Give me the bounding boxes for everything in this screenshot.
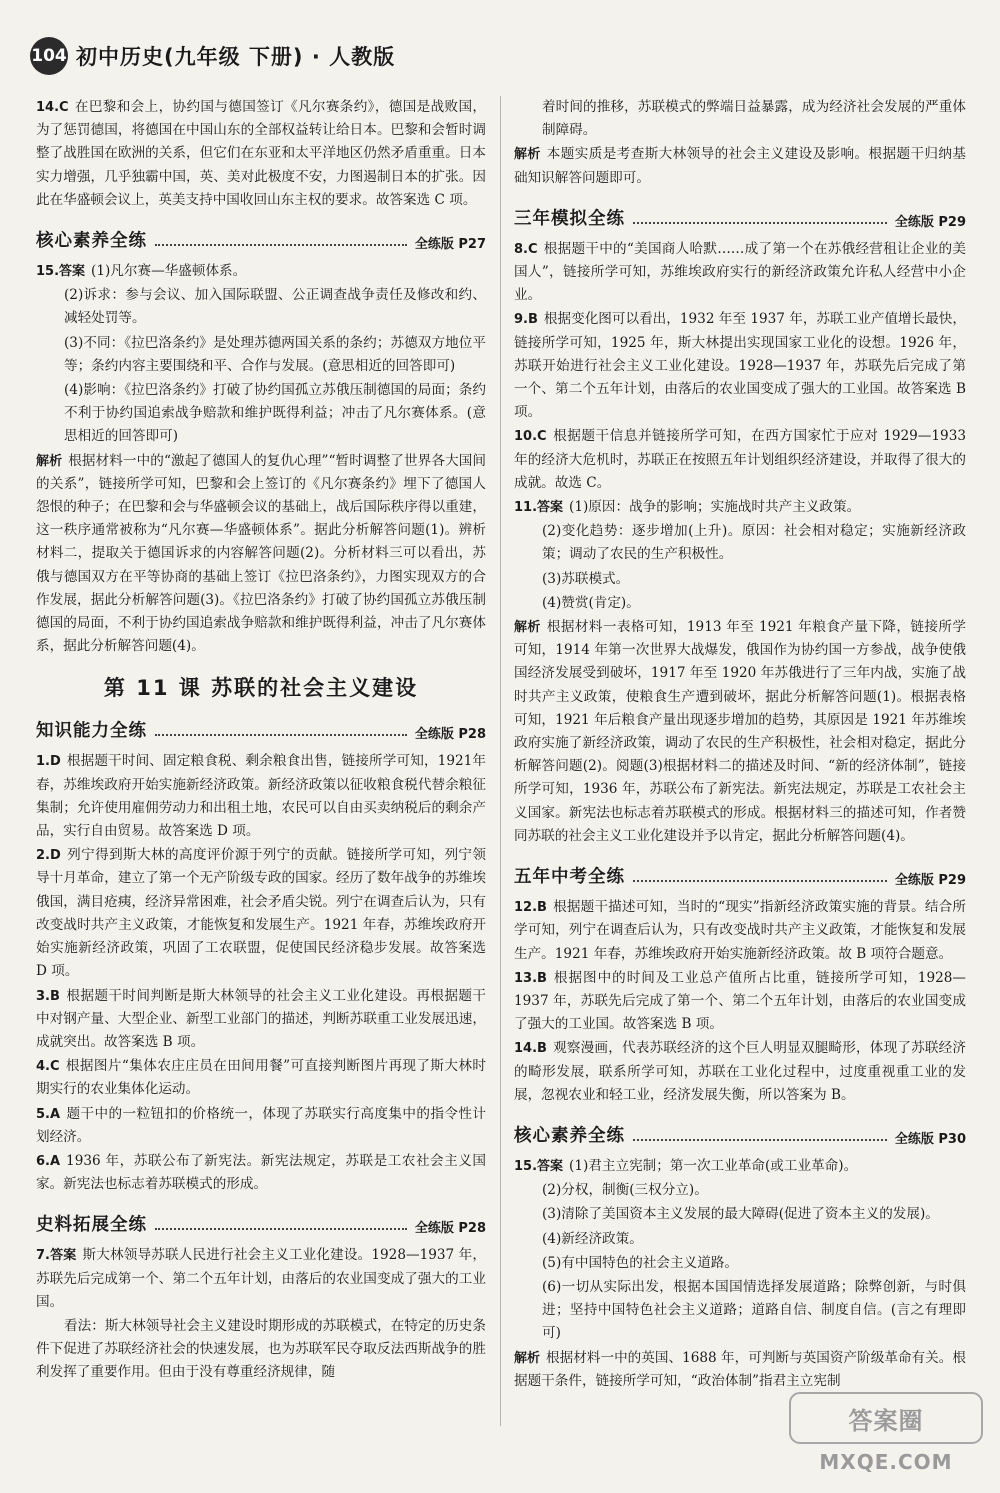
answer-15b-part6: (6)一切从实际出发，根据本国国情选择发展道路；除弊创新，与时俱进；坚持中国特色社会主义道路；道路自信、制度自信。(言之有理即可): [542, 1278, 966, 1342]
answer-1d: 1.D 根据题干时间、固定粮食税、剩余粮食出售，链接所学可知，1921年春，苏维埃政府开始实施新经济政策。新经济政策以征收粮食税代替余粮征集制；允许使用雇佣劳动力和出租土地，农民可以自由买卖纳税后的剩余产品，实行自由贸易。故答案选 D 项。: [36, 753, 486, 840]
watermark-logo: [786, 1387, 986, 1477]
page-number: 104: [30, 37, 68, 75]
left-column: [36, 96, 486, 1386]
answer-15-analysis: 解析 根据材料一中的“激起了德国人的复仇心理”“暂时调整了世界各大国间的关系”，链接所学可知，巴黎和会上签订的《凡尔赛条约》埋下了德国人怨恨的种子；在巴黎和会与华盛顿会议的基础上，战后国际秩序得以重建，这一秩序通常被称为“凡尔赛—华盛顿体系”。据此分析解答问题(1)。辨析材料二，提取关于德国诉求的内容解答问题(2)。分析材料三可以看出，苏俄与德国双方在平等协商的基础上签订《拉巴洛条约》，力图实现双方的合作发展，据此分析解答问题(3)。《拉巴洛条约》打破了协约国孤立苏俄压制德国的局面，不利于协约国追索战争赔款和维护既得利益，冲击了凡尔赛体系，据此分析解答问题(4)。: [36, 452, 486, 655]
answer-8c: 8.C 根据题干中的“美国商人哈默……成了第一个在苏俄经营租让企业的美国人”，链接所学可知，苏维埃政府实行的新经济政策允许私人经营中小企业。: [514, 240, 966, 304]
answer-5a: 5.A 题干中的一粒钮扣的价格统一，体现了苏联实行高度集中的指令性计划经济。: [36, 1105, 486, 1145]
section-header-core-literacy: 核心素养全练 全练版 P27: [36, 231, 486, 253]
answer-7-analysis: 解析 本题实质是考查斯大林领导的社会主义建设及影响。根据题干归纳基础知识解答问题即可。: [514, 146, 966, 186]
answer-9b: 9.B 根据变化图可以看出，1932 年至 1937 年，苏联工业产值增长最快，链接所学可知，1925 年，斯大林提出实现国家工业化的设想。1926 年，苏联开始进行社会主义工业化建设。1928—1937 年，苏联先后完成了第一个、第二个五年计划，由落后的农业国变成了强大的工业国。故答案选 B 项。: [514, 311, 966, 421]
lesson-title: 第 11 课 苏联的社会主义建设: [103, 676, 419, 701]
answer-11-part4: (4)赞赏(肯定)。: [542, 594, 640, 611]
answer-7-continued: 着时间的推移，苏联模式的弊端日益暴露，成为经济社会发展的严重体制障碍。: [542, 99, 966, 139]
section-header-knowledge: 知识能力全练 全练版 P28: [36, 721, 486, 743]
answer-11-part2: (2)变化趋势：逐步增加(上升)。原因：社会相对稳定；实施新经济政策；调动了农民的生产积极性。: [542, 523, 966, 563]
answer-14b: 14.B 观察漫画，代表苏联经济的这个巨人明显双腿畸形，体现了苏联经济的畸形发展，联系所学可知，苏联在工业化过程中，过度重视重工业的发展，忽视农业和轻工业，经济发展失衡，所以答案为 B。: [514, 1040, 966, 1103]
answer-15b-analysis: 解析 根据材料一中的英国、1688 年，可判断与英国资产阶级革命有关。根据题干条件，链接所学可知，“政治体制”指君主立宪制: [514, 1349, 966, 1389]
answer-15b-part4: (4)新经济政策。: [542, 1230, 643, 1247]
answer-2d: 2.D 列宁得到斯大林的高度评价源于列宁的贡献。链接所学可知，列宁领导十月革命，建立了第一个无产阶级专政的国家。经历了数年战争的苏维埃俄国，满目疮痍，经济异常困难，社会矛盾尖锐。列宁在调查后认为，只有改变战时共产主义政策，才能恢复和发展生产。1921 年春，苏维埃政府开始实施新经济政策，巩固了工农联盟，促使国民经济稳步发展。故答案选 D 项。: [36, 847, 486, 980]
answer-10c: 10.C 根据题干信息并链接所学可知，在西方国家忙于应对 1929—1933 年的经济大危机时，苏联正在按照五年计划组织经济建设，并取得了很大的成就。故选 C。: [514, 428, 966, 491]
answer-15-part4: (4)影响：《拉巴洛条约》打破了协约国孤立苏俄压制德国的局面；条约不利于协约国追索战争赔款和维护既得利益；冲击了凡尔赛体系。(意思相近的回答即可): [64, 382, 486, 445]
answer-15b-part1: 15.答案 (1)君主立宪制；第一次工业革命(或工业革命)。: [514, 1157, 858, 1174]
answer-15b-part3: (3)清除了美国资本主义发展的最大障碍(促进了资本主义的发展)。: [542, 1206, 939, 1223]
page-header: [30, 36, 970, 76]
answer-15b-part2: (2)分权，制衡(三权分立)。: [542, 1182, 708, 1199]
answer-7: 7.答案 斯大林领导苏联人民进行社会主义工业化建设。1928—1937 年，苏联先后完成第一个、第二个五年计划，由落后的农业国变成了强大的工业国。: [36, 1247, 487, 1310]
section-header-three-year-mock: 三年模拟全练 全练版 P29: [514, 208, 966, 230]
watermark-line2: MXQE.COM: [819, 1450, 953, 1474]
answer-15-part2: (2)诉求：参与会议、加入国际联盟、公正调查战争责任及修改和约、减轻处罚等。: [64, 287, 486, 327]
answer-15-part3: (3)不同：《拉巴洛条约》是处理苏德两国关系的条约；苏德双方地位平等；条约内容主要围绕和平、合作与发展。(意思相近的回答即可): [64, 334, 486, 374]
right-column: [514, 96, 966, 1394]
answer-7-view: 看法：斯大林领导社会主义建设时期形成的苏联模式，在特定的历史条件下促进了苏联经济社会的快速发展，也为苏联军民夺取反法西斯战争的胜利发挥了重要作用。但由于没有尊重经济规律，随: [36, 1317, 486, 1381]
answer-15b-part5: (5)有中国特色的社会主义道路。: [542, 1254, 738, 1271]
answer-4c: 4.C 根据图片“集体农庄庄员在田间用餐”可直接判断图片再现了斯大林时期实行的农业集体化运动。: [36, 1058, 486, 1098]
section-header-five-year-exam: 五年中考全练 全练版 P29: [514, 867, 966, 889]
column-divider: [500, 96, 501, 1426]
answer-12b: 12.B 根据题干描述可知，当时的“现实”指新经济政策实施的背景。结合所学可知，列宁在调查后认为，只有改变战时共产主义政策，才能恢复和发展生产。1921 年春，苏维埃政府开始实施新经济政策。故 B 项符合题意。: [514, 899, 966, 962]
header-title: 初中历史(九年级 下册) · 人教版: [76, 45, 396, 69]
answer-11-part3: (3)苏联模式。: [542, 570, 630, 587]
answer-11-part1: 11.答案 (1)原因：战争的影响；实施战时共产主义政策。: [514, 499, 861, 516]
answer-14c: 14.C 在巴黎和会上，协约国与德国签订《凡尔赛条约》，德国是战败国，为了惩罚德国，将德国在中国山东的全部权益转让给日本。巴黎和会暂时调整了战胜国在欧洲的关系，但它们在东亚和太平洋地区仍然矛盾重重。日本实力增强，几乎独霸中国，英、美对此极度不安，力图遏制日本的扩张。因此在华盛顿会议上，英美支持中国收回山东主权的要求。故答案选 C 项。: [36, 99, 486, 208]
answer-11-analysis: 解析 根据材料一表格可知，1913 年至 1921 年粮食产量下降，链接所学可知，1914 年第一次世界大战爆发，俄国作为协约国一方参战，战争使俄国经济发展受到破坏，1917 年至 1920 年苏俄进行了三年内战，实施了战时共产主义政策，使粮食生产遭到破坏，据此分析解答问题(1)。根据表格可知，1921 年后粮食产量出现逐步增加的趋势，其原因是 1921 年苏维埃政府实施了新经济政策，调动了农民的生产积极性，社会相对稳定，据此分析解答问题(2)。阅题(3)根据材料二的描述及时间、“新的经济体制”，链接所学可知，1936 年，苏联公布了新宪法。新宪法规定，苏联是工农社会主义国家。新宪法也标志着苏联模式的形成。根据材料三的描述可知，作者赞同苏联的社会主义工业化建设并予以肯定，据此分析解答问题(4)。: [514, 619, 966, 844]
watermark-line1: 答案圈: [848, 1407, 924, 1435]
answer-13b: 13.B 根据图中的时间及工业总产值所占比重，链接所学可知，1928—1937 年，苏联先后完成了第一个、第二个五年计划，由落后的农业国变成了强大的工业国。故答案选 B 项。: [514, 969, 966, 1033]
answer-3b: 3.B 根据题干时间判断是斯大林领导的社会主义工业化建设。再根据题干中对钢产量、大型企业、新型工业部门的描述，判断苏联重工业发展迅速，成就突出。故答案选 B 项。: [36, 987, 486, 1050]
answer-6a: 6.A 1936 年，苏联公布了新宪法。新宪法规定，苏联是工农社会主义国家。新宪法也标志着苏联模式的形成。: [36, 1152, 486, 1193]
section-header-core-literacy-2: 核心素养全练 全练版 P30: [514, 1125, 966, 1147]
answer-15-part1: 15.答案 (1)凡尔赛—华盛顿体系。: [36, 263, 247, 280]
section-header-source-material: 史料拓展全练 全练版 P28: [36, 1215, 486, 1237]
